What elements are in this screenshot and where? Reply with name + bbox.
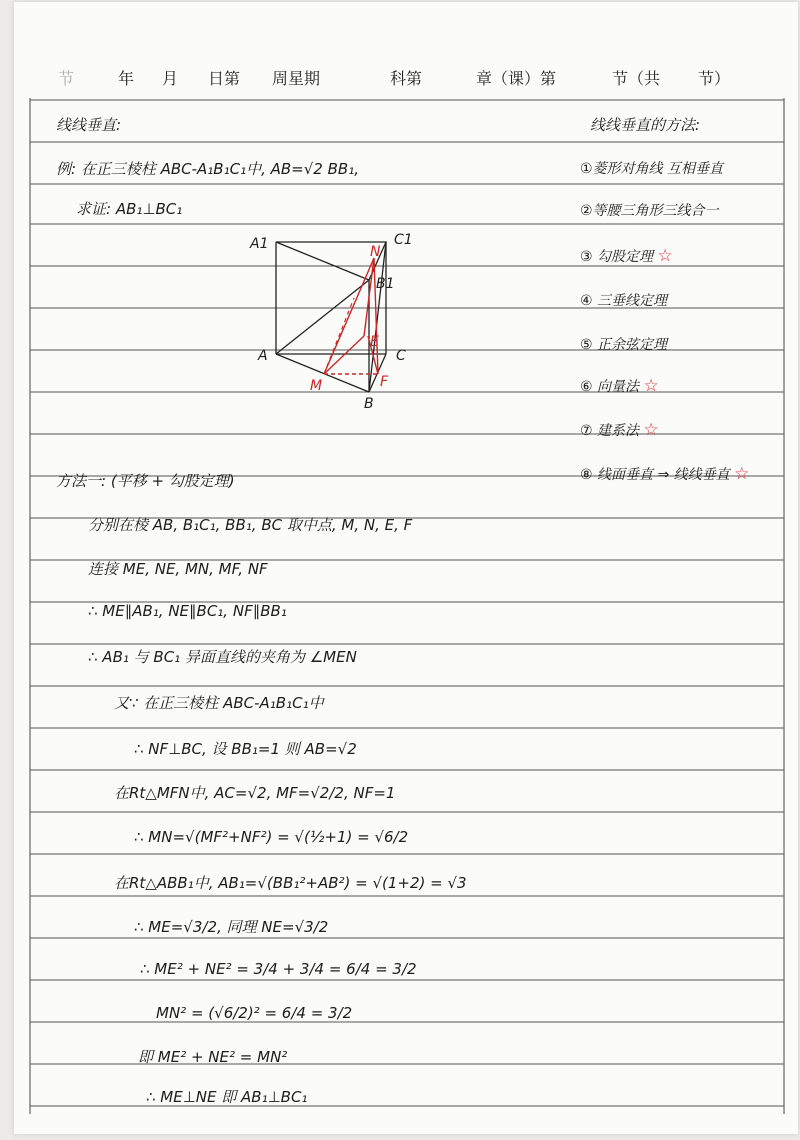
label-M: M — [310, 378, 323, 394]
star-icon: ☆ — [734, 464, 750, 484]
method-item — [580, 464, 749, 484]
star-icon: ☆ — [643, 420, 659, 440]
solution-line: ∴ ME=√3/2, 同理 NE=√3/2 — [134, 918, 329, 936]
header-item: 节（共 — [612, 69, 661, 88]
star-icon: ☆ — [657, 246, 673, 266]
header-item: 章（课）第 — [476, 69, 557, 88]
header-item: 周星期 — [272, 69, 321, 88]
label-A: A — [258, 348, 268, 364]
label-B1: B1 — [376, 276, 395, 292]
label-B: B — [364, 396, 374, 412]
header-item: 年 — [118, 69, 135, 88]
solution-line: 在Rt△ABB₁中, AB₁=√(BB₁²+AB²) = √(1+2) = √3 — [114, 874, 467, 892]
method-label: ⑦ 建系法 — [580, 423, 640, 439]
solution-line: 分别在棱 AB, B₁C₁, BB₁, BC 取中点, M, N, E, F — [88, 516, 413, 534]
prism-figure — [14, 2, 798, 442]
header-item: 日第 — [208, 69, 241, 88]
method-item: ⑤ 正余弦定理 — [580, 337, 668, 353]
solution-line: 连接 ME, NE, MN, MF, NF — [88, 560, 268, 578]
label-C1: C1 — [394, 232, 413, 248]
header-item: 节） — [698, 69, 731, 88]
solution-line: ∴ ME⊥NE 即 AB₁⊥BC₁ — [146, 1088, 308, 1106]
solution-line: ∴ ME² + NE² = 3/4 + 3/4 = 6/4 = 3/2 — [140, 960, 417, 978]
solution-line: ∴ NF⊥BC, 设 BB₁=1 则 AB=√2 — [134, 740, 357, 758]
header-item: 月 — [162, 69, 179, 88]
solution-line: ∴ MN=√(MF²+NF²) = √(½+1) = √6/2 — [134, 828, 409, 846]
header-item: 科第 — [390, 69, 423, 88]
method-label: ③ 勾股定理 — [580, 249, 654, 265]
solution-line: 在Rt△MFN中, AC=√2, MF=√2/2, NF=1 — [114, 784, 396, 802]
label-A1: A1 — [250, 236, 269, 252]
method-label: ⑥ 向量法 — [580, 379, 640, 395]
note-title: 线线垂直: — [56, 116, 122, 134]
solution-line: ∴ ME∥AB₁, NE∥BC₁, NF∥BB₁ — [88, 602, 287, 620]
star-icon: ☆ — [643, 376, 659, 396]
methods-title: 线线垂直的方法: — [590, 116, 701, 134]
solution-line: MN² = (√6/2)² = 6/4 = 3/2 — [156, 1004, 353, 1022]
method-label: ⑧ 线面垂直 ⇒ 线线垂直 — [580, 467, 730, 483]
solution-line: ∴ AB₁ 与 BC₁ 异面直线的夹角为 ∠MEN — [88, 648, 357, 666]
notebook-page — [14, 2, 798, 1134]
method-item: ④ 三垂线定理 — [580, 293, 668, 309]
example-statement: 例: 在正三棱柱 ABC-A₁B₁C₁中, AB=√2 BB₁, — [56, 160, 359, 178]
label-F: F — [380, 374, 389, 390]
method-item: ①菱形对角线 互相垂直 — [580, 161, 724, 177]
header-item: 节 — [58, 69, 75, 88]
label-N: N — [370, 244, 381, 260]
solution-line: 又∵ 在正三棱柱 ABC-A₁B₁C₁中 — [114, 694, 324, 712]
label-C: C — [396, 348, 406, 364]
solution-line: 方法一: (平移 + 勾股定理) — [56, 472, 235, 490]
prove-statement: 求证: AB₁⊥BC₁ — [76, 200, 183, 218]
label-E: E — [370, 334, 379, 350]
method-item: ②等腰三角形三线合一 — [580, 203, 719, 219]
solution-line: 即 ME² + NE² = MN² — [138, 1048, 288, 1066]
